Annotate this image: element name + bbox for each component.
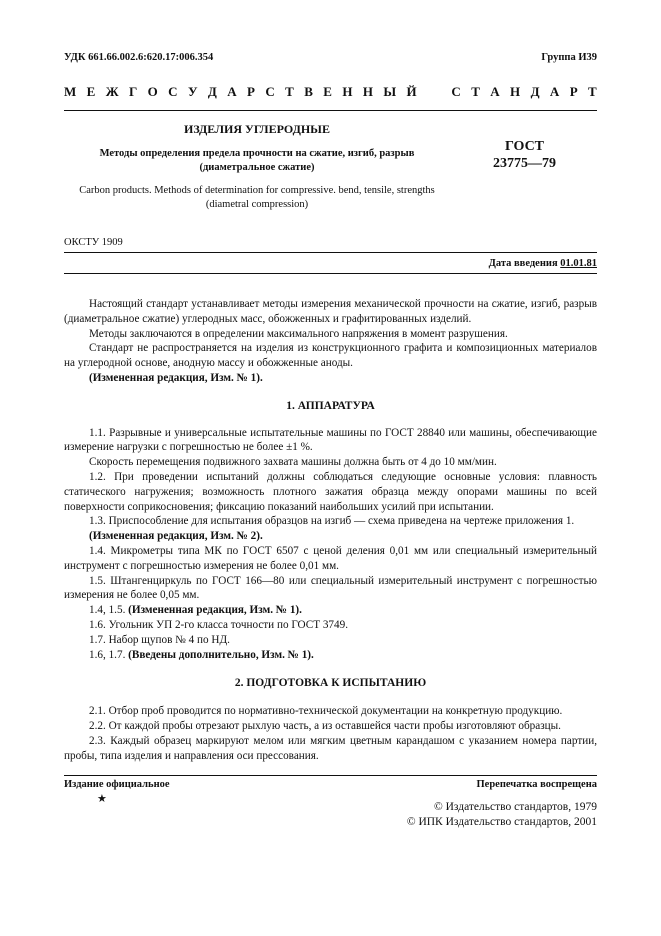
banner-letter: Р [569, 84, 578, 99]
header-rule [64, 110, 597, 111]
subtitle-en-line-1: Carbon products. Methods of determination for compressive. bend, tensile, strengths [79, 185, 435, 196]
banner-letter: Д [530, 84, 540, 99]
effective-date-value: 01.01.81 [560, 258, 597, 269]
banner-letter: Р [247, 84, 255, 99]
banner-letter: Т [285, 84, 294, 99]
paragraph: 1.2. При проведении испытаний должны соблюдаться следующие основные условия: плавность статического нагружения; возможность плотного зажатия образца между опорами машины по всей поверхности соприкосновения; фиксацию показаний наибольших усилий при испытании. [64, 470, 597, 513]
amendment-note: (Измененная редакция, Изм. № 1). [128, 604, 302, 617]
banner-letter: Й [406, 84, 417, 99]
effective-date [489, 258, 597, 269]
banner-letter: Д [207, 84, 217, 99]
meta-rule [64, 252, 597, 253]
banner-letter: Г [128, 84, 138, 99]
star-icon: ★ [97, 793, 107, 805]
banner-letter: Н [342, 84, 353, 99]
paragraph: 1.3. Приспособление для испытания образцов на изгиб — схема приведена на чертеже приложения 1. [89, 515, 575, 528]
banner-letter: Т [471, 84, 480, 99]
subtitle-en-line-2: (diametral compression) [205, 199, 309, 210]
banner-letter: С [168, 84, 178, 99]
paragraph: 1.1. Разрывные и универсальные испытательные машины по ГОСТ 28840 или машины, обеспечивающие измерение нагрузки с погрешностью не более ±1 %. [64, 426, 597, 454]
paragraph-ref: 1.4, 1.5. [89, 604, 129, 617]
paragraph [64, 648, 597, 663]
copyright-line-1: © Издательство стандартов, 1979 [433, 801, 597, 813]
section-2 [64, 704, 597, 763]
paragraph: Скорость перемещения подвижного захвата машины должна быть от 4 до 10 мм/мин. [89, 456, 497, 469]
banner-letter: С [451, 84, 461, 99]
copyright-block [407, 800, 597, 829]
effective-date-label: Дата введения [488, 258, 558, 269]
banner-letter: Ж [105, 84, 119, 99]
banner-letter: О [147, 84, 158, 99]
amendment-note: (Введены дополнительно, Изм. № 1). [128, 648, 314, 661]
paragraph: Стандарт не распространяется на изделия из конструкционного графита и композиционных материалов на углеродной основе, анодную массу и обожженные аноды. [64, 342, 597, 370]
banner-letter: Т [588, 84, 597, 99]
banner-letter: Ы [383, 84, 397, 99]
section-1-heading: 1. АППАРАТУРА [286, 399, 375, 412]
banner-letter: Н [362, 84, 373, 99]
amendment-note: (Измененная редакция, Изм. № 1). [89, 371, 263, 384]
oksty-code: ОКСТУ 1909 [64, 237, 123, 248]
paragraph: 1.4. Микрометры типа МК по ГОСТ 6507 с ценой деления 0,01 мм или специальный измерительный инструмент с погрешностью измерения не более 0,01 мм. [64, 544, 597, 572]
footer-rule [64, 775, 597, 776]
paragraph [64, 603, 597, 618]
paragraph: 2.1. Отбор проб проводится по нормативно-технической документации на конкретную продукцию. [89, 705, 563, 718]
subtitle-ru-line-1: Методы определения предела прочности на сжатие, изгиб, разрыв [99, 148, 415, 159]
banner-letter: А [549, 84, 560, 99]
group-code: Группа И39 [541, 52, 597, 63]
udk-code: УДК 661.66.002.6:620.17:006.354 [64, 52, 214, 63]
section-2-heading: 2. ПОДГОТОВКА К ИСПЫТАНИЮ [234, 677, 427, 690]
standard-type-banner [64, 84, 597, 100]
banner-letter: Е [323, 84, 332, 99]
paragraph: Методы заключаются в определении максимального напряжения в момент разрушения. [89, 327, 508, 340]
paragraph: 1.5. Штангенциркуль по ГОСТ 166—80 или специальный измерительный инструмент с погрешностью измерения не более 0,05 мм. [64, 574, 597, 602]
banner-letter: С [265, 84, 275, 99]
banner-letter: У [187, 84, 198, 99]
official-edition-label: Издание официальное [64, 779, 170, 790]
banner-letter: В [304, 84, 313, 99]
document-body [64, 297, 597, 763]
document-title: ИЗДЕЛИЯ УГЛЕРОДНЫЕ [184, 122, 330, 136]
document-subtitle-en [64, 184, 450, 212]
paragraph: 2.2. От каждой пробы отрезают рыхлую часть, а из оставшейся части пробы изготовляют образцы. [89, 719, 561, 732]
paragraph: 2.3. Каждый образец маркируют мелом или мягким цветным карандашом с указанием номера партии, пробы, типа изделия и направления оси прессования. [64, 734, 597, 762]
gost-number: 23775—79 [493, 156, 556, 171]
gost-label: ГОСТ [504, 139, 545, 154]
banner-letter: Е [86, 84, 96, 99]
gost-designation [452, 138, 597, 172]
reprint-notice: Перепечатка воспрещена [476, 779, 597, 790]
paragraph: 1.6. Угольник УП 2-го класса точности по ГОСТ 3749. [89, 618, 349, 631]
paragraph-ref: 1.6, 1.7. [89, 648, 129, 661]
banner-letter: Н [510, 84, 521, 99]
banner-letter: М [64, 84, 77, 99]
amendment-note: (Измененная редакция, Изм. № 2). [89, 530, 263, 543]
copyright-line-2: © ИПК Издательство стандартов, 2001 [406, 815, 597, 828]
document-subtitle-ru [64, 147, 450, 175]
subtitle-ru-line-2: (диаметральное сжатие) [199, 162, 315, 173]
section-1 [64, 426, 597, 663]
banner-letter: А [227, 84, 237, 99]
date-rule [64, 273, 597, 274]
paragraph: 1.7. Набор щупов № 4 по НД. [89, 633, 230, 646]
paragraph: Настоящий стандарт устанавливает методы измерения механической прочности на сжатие, изгиб, разрыв (диаметральное сжатие) углеродных масс, обожженных и графитированных изделий. [64, 298, 597, 325]
intro-section [64, 297, 597, 386]
banner-letter [427, 84, 441, 100]
banner-letter: А [490, 84, 500, 99]
